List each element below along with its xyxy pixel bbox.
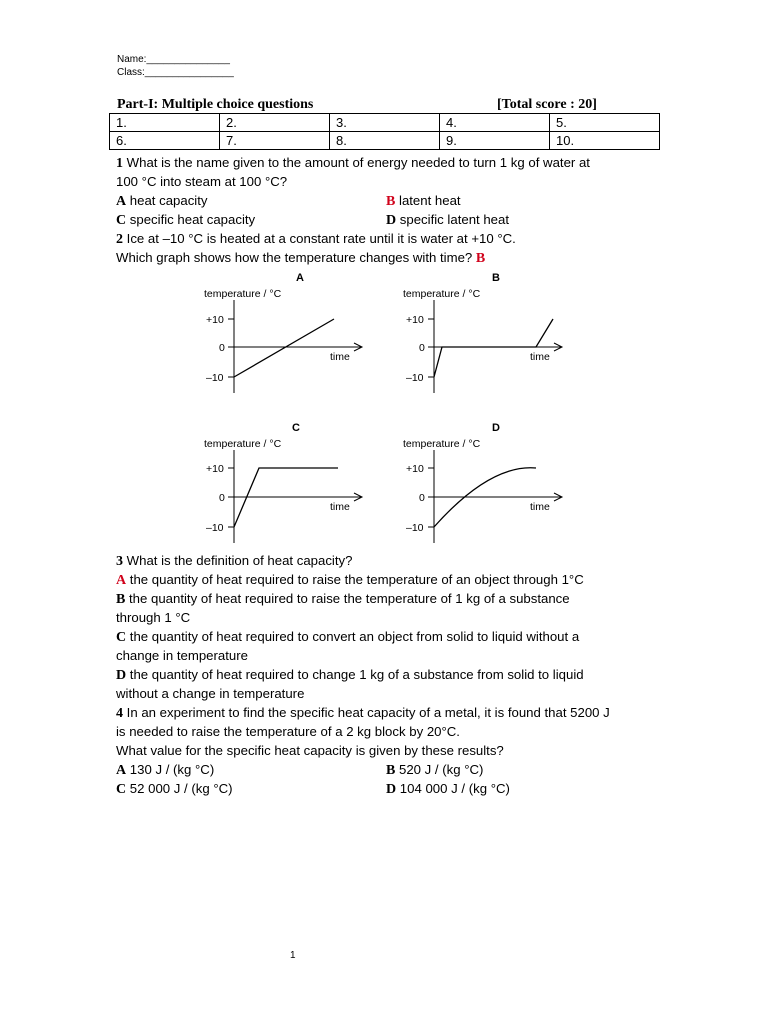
q4-text: In an experiment to find the specific heat capacity of a metal, it is found that 5200 J bbox=[123, 705, 610, 720]
q3-question bbox=[116, 551, 352, 571]
q2-answer: B bbox=[475, 251, 486, 266]
answer-cell: 7. bbox=[220, 132, 330, 150]
q4-number: 4 bbox=[116, 706, 123, 721]
q3-option-b bbox=[116, 589, 570, 609]
temperature-time-graphs bbox=[190, 268, 580, 550]
q2-line1 bbox=[116, 229, 516, 249]
name-field-label: Name:_______________ bbox=[117, 54, 230, 65]
tick-label: +10 bbox=[206, 463, 224, 475]
graph-letter: B bbox=[492, 272, 500, 284]
tick-label: 0 bbox=[219, 492, 225, 504]
tick-label: +10 bbox=[406, 314, 424, 326]
option-letter: C bbox=[116, 213, 127, 228]
q3-option-a bbox=[116, 570, 584, 590]
answer-cell: 3. bbox=[330, 114, 440, 132]
answer-cell: 6. bbox=[110, 132, 220, 150]
graph-a bbox=[228, 300, 362, 393]
option-letter: B bbox=[386, 194, 396, 209]
q4-option-b bbox=[386, 760, 483, 780]
tick-label: –10 bbox=[406, 372, 424, 384]
graph-letter: A bbox=[296, 272, 304, 284]
graph-d bbox=[428, 450, 562, 543]
q3-option-d bbox=[116, 665, 584, 685]
q1-option-b bbox=[386, 191, 461, 211]
tick-label: +10 bbox=[206, 314, 224, 326]
tick-label: –10 bbox=[206, 522, 224, 534]
tick-label: –10 bbox=[406, 522, 424, 534]
tick-label: 0 bbox=[419, 342, 425, 354]
q1-option-d bbox=[386, 210, 509, 230]
option-text: 130 J / (kg °C) bbox=[126, 762, 215, 777]
tick-label: +10 bbox=[406, 463, 424, 475]
tick-label: –10 bbox=[206, 372, 224, 384]
tick-label: 0 bbox=[219, 342, 225, 354]
option-letter: C bbox=[116, 782, 127, 797]
q3-option-d-cont: without a change in temperature bbox=[116, 686, 305, 701]
part-heading bbox=[117, 97, 660, 113]
answer-cell: 1. bbox=[110, 114, 220, 132]
q4-option-d bbox=[386, 779, 510, 799]
y-axis-label: temperature / °C bbox=[403, 288, 481, 300]
curve-b bbox=[434, 319, 553, 377]
q1-text: What is the name given to the amount of energy needed to turn 1 kg of water at bbox=[123, 155, 590, 170]
q4-line3: What value for the specific heat capacity is given by these results? bbox=[116, 743, 504, 758]
option-letter: D bbox=[386, 213, 397, 228]
answer-grid-row bbox=[110, 132, 660, 150]
option-text: specific latent heat bbox=[396, 212, 510, 227]
answer-cell: 2. bbox=[220, 114, 330, 132]
option-letter: C bbox=[116, 630, 127, 645]
answer-grid-row bbox=[110, 114, 660, 132]
q1-option-c bbox=[116, 210, 255, 230]
option-letter: A bbox=[116, 763, 127, 778]
x-axis-label: time bbox=[330, 501, 350, 513]
x-axis-label: time bbox=[530, 501, 550, 513]
y-axis-label: temperature / °C bbox=[403, 438, 481, 450]
q4-line1 bbox=[116, 703, 610, 723]
q3-option-c-cont: change in temperature bbox=[116, 648, 248, 663]
tick-label: 0 bbox=[419, 492, 425, 504]
option-text: the quantity of heat required to change 1 kg of a substance from solid to liquid bbox=[126, 667, 584, 682]
q3-number: 3 bbox=[116, 554, 123, 569]
option-text: heat capacity bbox=[126, 193, 208, 208]
option-text: latent heat bbox=[395, 193, 461, 208]
page-number: 1 bbox=[290, 950, 296, 961]
option-letter: B bbox=[386, 763, 396, 778]
option-text: the quantity of heat required to convert an object from solid to liquid without a bbox=[126, 629, 580, 644]
option-text: 520 J / (kg °C) bbox=[395, 762, 484, 777]
q4-line2: is needed to raise the temperature of a 2 kg block by 20°C. bbox=[116, 724, 460, 739]
curve-a bbox=[234, 319, 334, 377]
option-letter: A bbox=[116, 194, 127, 209]
total-score: [Total score : 20] bbox=[497, 97, 597, 112]
y-axis-label: temperature / °C bbox=[204, 438, 282, 450]
graph-letter: D bbox=[492, 422, 500, 434]
answer-cell: 9. bbox=[440, 132, 550, 150]
option-letter: A bbox=[116, 573, 127, 588]
q3-option-b-cont: through 1 °C bbox=[116, 610, 191, 625]
q4-option-a bbox=[116, 760, 214, 780]
class-field-label: Class:________________ bbox=[117, 67, 234, 78]
option-text: the quantity of heat required to raise the temperature of 1 kg of a substance bbox=[125, 591, 570, 606]
q3-text: What is the definition of heat capacity? bbox=[123, 553, 353, 568]
option-letter: B bbox=[116, 592, 126, 607]
q2-question: Which graph shows how the temperature changes with time? bbox=[116, 250, 476, 265]
answer-cell: 10. bbox=[550, 132, 660, 150]
graph-c bbox=[228, 450, 362, 543]
q1-option-a bbox=[116, 191, 208, 211]
q2-text: Ice at –10 °C is heated at a constant rate until it is water at +10 °C. bbox=[123, 231, 516, 246]
q1-number: 1 bbox=[116, 156, 123, 171]
option-text: 52 000 J / (kg °C) bbox=[126, 781, 233, 796]
graph-b bbox=[428, 300, 562, 393]
x-axis-label: time bbox=[330, 351, 350, 363]
q1-line2: 100 °C into steam at 100 °C? bbox=[116, 174, 288, 189]
answer-grid bbox=[109, 113, 660, 150]
option-letter: D bbox=[386, 782, 397, 797]
x-axis-label: time bbox=[530, 351, 550, 363]
q1-line1 bbox=[116, 153, 590, 173]
q2-number: 2 bbox=[116, 232, 123, 247]
q2-line2 bbox=[116, 248, 485, 268]
graph-letter: C bbox=[292, 422, 300, 434]
part-title: Part-I: Multiple choice questions bbox=[117, 97, 314, 112]
option-letter: D bbox=[116, 668, 127, 683]
option-text: specific heat capacity bbox=[126, 212, 256, 227]
answer-cell: 5. bbox=[550, 114, 660, 132]
answer-cell: 4. bbox=[440, 114, 550, 132]
option-text: 104 000 J / (kg °C) bbox=[396, 781, 510, 796]
y-axis-label: temperature / °C bbox=[204, 288, 282, 300]
answer-cell: 8. bbox=[330, 132, 440, 150]
option-text: the quantity of heat required to raise the temperature of an object through 1°C bbox=[126, 572, 584, 587]
q3-option-c bbox=[116, 627, 579, 647]
q4-option-c bbox=[116, 779, 233, 799]
